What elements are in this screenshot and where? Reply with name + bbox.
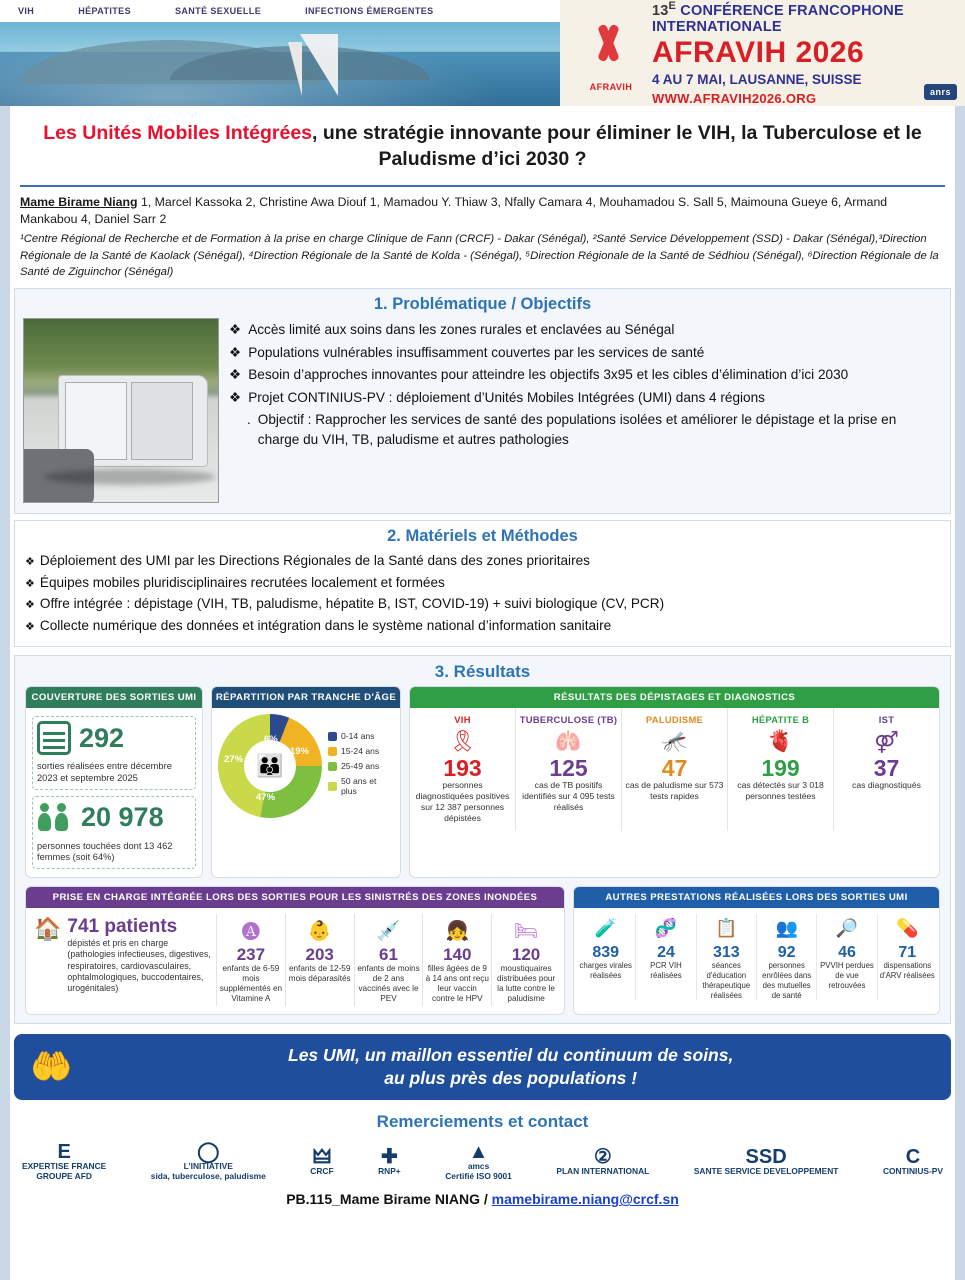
logo-name: CRCF xyxy=(310,1165,334,1176)
logo-item xyxy=(22,1142,106,1181)
mosquito-icon: 🦟 xyxy=(661,730,688,754)
authors-line xyxy=(0,194,965,230)
legend-item xyxy=(328,731,394,741)
liver-icon: 🫀 xyxy=(767,730,794,754)
banner-text xyxy=(86,1044,935,1090)
prise-cell xyxy=(216,914,285,1007)
right-margin-bar xyxy=(955,106,965,1280)
couverture-stat-1 xyxy=(32,716,196,789)
footer-contact xyxy=(0,1191,965,1207)
house-flood-icon: 🏠 xyxy=(34,915,62,941)
first-author: Mame Birame Niang xyxy=(20,194,138,209)
logo-name: L’INITIATIVE xyxy=(183,1160,233,1171)
section-problematique xyxy=(14,288,951,514)
logo-name: PLAN INTERNATIONAL xyxy=(556,1165,650,1176)
card-prise-en-charge xyxy=(25,886,565,1016)
result-title: HÉPATITE B xyxy=(751,714,810,726)
result-column xyxy=(728,708,834,831)
logo-item xyxy=(883,1147,943,1177)
legend-label: 25-49 ans xyxy=(341,761,380,772)
prise-cell-text: enfants de 6-59 mois supplémentés en Vitamine A xyxy=(219,964,283,1004)
mobile-unit-photo xyxy=(23,318,219,503)
couverture-stat2-text: personnes touchées dont 13 462 femmes (soit 64%) xyxy=(37,840,173,863)
dna-icon: 🧬 xyxy=(654,918,678,939)
logo-sub: Certifié ISO 9001 xyxy=(445,1170,512,1181)
ssd-icon: SSD xyxy=(745,1145,787,1168)
bullet-marker: ❖ xyxy=(229,367,242,383)
bullet-item xyxy=(229,365,940,385)
age-donut-chart xyxy=(218,714,322,818)
header-conference-block xyxy=(560,0,965,106)
list-item: ❖ Équipes mobiles pluridisciplinaires recrutées localement et formées xyxy=(25,572,938,593)
autres-cell-number: 46 xyxy=(838,943,856,961)
logo-item xyxy=(151,1142,266,1181)
results-row-1 xyxy=(15,686,950,877)
topic-3: INFECTIONS ÉMERGENTES xyxy=(305,6,434,16)
logo-name: SANTE SERVICE DEVELOPPEMENT xyxy=(693,1165,839,1176)
logo-name: RNP+ xyxy=(378,1165,401,1176)
prise-cell xyxy=(354,914,423,1007)
prise-cell-text: enfants de 12-59 mois déparasités xyxy=(288,964,351,984)
page-title xyxy=(26,120,939,173)
autres-cell-number: 71 xyxy=(898,943,917,961)
list-item: ❖ Déploiement des UMI par les Directions Régionales de la Santé dans des zones prioritaires xyxy=(25,550,938,571)
logo-name: CONTINIUS-PV xyxy=(882,1165,943,1176)
section1-bullets xyxy=(229,318,940,503)
logo-item xyxy=(556,1147,649,1177)
bullet-marker: ❖ xyxy=(229,344,242,360)
card-depistages xyxy=(409,686,940,877)
prise-main-stat xyxy=(30,914,216,1007)
result-subtext: cas de paludisme sur 573 tests rapides xyxy=(625,780,724,802)
contact-email-link[interactable]: mamebirame.niang@crcf.sn xyxy=(491,1191,679,1208)
card-depistages-header: RÉSULTATS DES DÉPISTAGES ET DIAGNOSTICS xyxy=(410,687,939,708)
van-door-right xyxy=(131,382,193,460)
affiliations: ¹Centre Régional de Recherche et de Formation à la prise en charge Clinique de Fann (CRCF) - Dakar (Sénégal), ²Santé Service Développement (SSD) - Dakar (Sénégal),³Direction Régionale de la Santé de Kaolack (Sénégal), ⁴Direction Régionale de la Santé de Kolda - (Sénégal), ⁵Direction Régionale de la Santé de Sédhiou (Sénégal), ⁶Direction Régionale de la Santé de Ziguinchor (Sénégal) xyxy=(20,233,939,279)
header-topics xyxy=(0,0,560,22)
donut-label: 19% xyxy=(290,746,310,758)
thanks-title: Remerciements et contact xyxy=(376,1111,589,1131)
autres-cell-text: charges virales réalisées xyxy=(579,961,632,981)
result-title: TUBERCULOSE (TB) xyxy=(519,714,618,726)
section2-title: 2. Matériels et Méthodes xyxy=(387,527,578,546)
conclusion-banner xyxy=(14,1034,951,1100)
bullet-marker: ❖ xyxy=(229,322,242,338)
autres-cell-text: personnes enrôlées dans des mutuelles de santé xyxy=(762,961,812,1000)
result-number: 125 xyxy=(549,755,588,782)
couverture-stat1-text: sorties réalisées entre décembre 2023 et septembre 2025 xyxy=(37,761,172,783)
autres-cell-number: 92 xyxy=(777,943,796,961)
topic-0: VIH xyxy=(18,6,35,16)
conference-url: WWW.AFRAVIH2026.ORG xyxy=(652,90,817,106)
logo-item xyxy=(694,1147,839,1177)
partner-logos xyxy=(0,1132,965,1181)
result-number: 47 xyxy=(661,755,688,782)
autres-cell xyxy=(576,914,636,1001)
conference-edition: 13 xyxy=(652,3,669,20)
girl-icon: 👧 xyxy=(445,920,470,942)
red-ribbon-icon xyxy=(592,24,630,64)
initiative-icon: ◯ xyxy=(197,1140,220,1163)
result-title: IST xyxy=(878,714,895,726)
bullet-text: Objectif : Rapprocher les services de santé des populations isolées et améliorer le dépistage et la prise en charge du VIH, TB, paludisme et autres pathologies xyxy=(257,411,897,448)
expertise-france-icon: E xyxy=(57,1140,71,1163)
prise-cell-number: 237 xyxy=(236,944,266,964)
result-column xyxy=(516,708,622,831)
prise-cell xyxy=(285,914,354,1007)
topic-1: HÉPATITES xyxy=(78,6,131,16)
bullet-marker: . xyxy=(247,411,251,427)
couverture-stat-2 xyxy=(32,796,196,869)
result-title: PALUDISME xyxy=(645,714,704,726)
legend-label: 15-24 ans xyxy=(341,746,380,757)
prise-cell-number: 120 xyxy=(511,944,541,964)
legend-item xyxy=(328,746,394,756)
mosquito-net-icon: 🛏 xyxy=(514,920,539,942)
card-prise-header: PRISE EN CHARGE INTÉGRÉE LORS DES SORTIES POUR LES SINISTRÉS DES ZONES INONDÉES xyxy=(26,887,564,908)
amcs-icon: ▲ xyxy=(468,1140,489,1163)
conference-edition-sup: E xyxy=(668,0,677,13)
legend-label: 0-14 ans xyxy=(341,731,375,742)
logo-item xyxy=(310,1147,333,1177)
result-column xyxy=(410,708,516,831)
conference-dates: 4 AU 7 MAI, LAUSANNE, SUISSE xyxy=(652,71,862,87)
card-age-header: RÉPARTITION PAR TRANCHE D'ÂGE xyxy=(212,687,400,708)
card-age-distribution xyxy=(211,686,401,877)
left-margin-bar xyxy=(0,106,10,1280)
logo-name: amcs xyxy=(467,1160,490,1171)
autres-cell-text: PVVIH perdues de vue retrouvées xyxy=(820,961,874,990)
logo-sub: sida, tuberculose, paludisme xyxy=(150,1170,266,1181)
section-materiels-methodes xyxy=(14,520,951,647)
logo-sub: GROUPE AFD xyxy=(36,1170,92,1181)
title-block xyxy=(0,106,965,177)
prise-cell-number: 61 xyxy=(379,944,398,964)
bullet-marker: ❖ xyxy=(229,389,242,405)
autres-cell-text: dispensations d'ARV réalisées xyxy=(879,961,935,981)
conference-name: AFRAVIH 2026 xyxy=(652,36,865,70)
legend-item xyxy=(328,776,394,796)
prise-cell-text: filles âgées de 9 à 14 ans ont reçu leur vaccin contre le HPV xyxy=(425,964,489,1004)
autres-cell xyxy=(878,914,937,1001)
autres-cell-number: 839 xyxy=(592,943,620,961)
prise-cell-text: moustiquaires distribuées pour la lutte contre le paludisme xyxy=(496,964,556,1004)
section3-title: 3. Résultats xyxy=(434,662,531,682)
afravih-logo-text: AFRAVIH xyxy=(589,82,633,92)
autres-cell xyxy=(757,914,817,1001)
bullet-text: Accès limité aux soins dans les zones rurales et enclavées au Sénégal xyxy=(248,322,675,338)
hiv-ribbon-icon: 🎗 xyxy=(449,730,476,754)
title-rest: , une stratégie innovante pour éliminer le VIH, la Tuberculose et le Paludisme d’ici 2030 ? xyxy=(312,122,922,171)
autres-cell xyxy=(817,914,877,1001)
donut-label: 47% xyxy=(256,792,276,804)
vitamin-a-icon: 🅐 xyxy=(241,922,261,944)
card-couverture xyxy=(25,686,203,877)
other-authors: 1, Marcel Kassoka 2, Christine Awa Diouf 1, Mamadou Y. Thiaw 3, Nfally Camara 4, Mouhamadou S. Sall 5, Maimouna Gueye 6, Armand Mankabou 4, Daniel Sarr 2 xyxy=(20,194,888,227)
bullet-text: Projet CONTINIUS-PV : déploiement d’Unités Mobiles Intégrées (UMI) dans 4 régions xyxy=(248,389,765,405)
legend-label: 50 ans et plus xyxy=(341,776,377,797)
lungs-icon: 🫁 xyxy=(555,730,582,754)
logo-item xyxy=(378,1147,401,1177)
logo-item xyxy=(445,1142,512,1181)
prise-cell-number: 140 xyxy=(443,944,472,964)
conference-line1-rest: CONFÉRENCE FRANCOPHONE INTERNATIONALE xyxy=(652,3,904,36)
result-subtext: cas détectés sur 3 018 personnes testées xyxy=(737,780,824,802)
prise-cell-number: 203 xyxy=(305,944,334,964)
people-icon xyxy=(37,801,73,835)
crcf-icon: 🜲 xyxy=(312,1145,332,1168)
syringe-icon: 💉 xyxy=(376,920,401,942)
card-autres-header: AUTRES PRESTATIONS RÉALISÉES LORS DES SORTIES UMI xyxy=(574,887,939,908)
result-subtext: cas de TB positifs identifiés sur 4 095 tests réalisés xyxy=(522,780,615,812)
prise-cell xyxy=(422,914,491,1007)
bullet-item-objectif xyxy=(229,410,940,451)
result-subtext: cas diagnostiqués xyxy=(852,780,921,791)
banner-line-1: Les UMI, un maillon essentiel du continuum de soins, xyxy=(288,1045,734,1066)
section2-list xyxy=(15,550,950,646)
results-row-2 xyxy=(15,878,950,1016)
donut-label: 6% xyxy=(264,734,278,746)
bullet-text: Besoin d’approches innovantes pour atteindre les objectifs 3x95 et les cibles d’élimination d’ici 2030 xyxy=(248,367,849,383)
autres-cell-number: 24 xyxy=(657,943,675,961)
list-item: ❖ Offre intégrée : dépistage (VIH, TB, paludisme, hépatite B, IST, COVID-19) + suivi biologique (CV, PCR) xyxy=(25,593,938,614)
bullet-text: Populations vulnérables insuffisamment couvertes par les services de santé xyxy=(248,344,705,360)
search-person-icon: 🔎 xyxy=(835,918,859,939)
section1-title: 1. Problématique / Objectifs xyxy=(373,295,592,314)
bullet-item xyxy=(229,320,940,340)
result-column xyxy=(834,708,939,831)
child-icon: 👶 xyxy=(307,920,332,942)
rnp-icon: ✚ xyxy=(381,1145,398,1168)
couverture-stat1-number: 292 xyxy=(79,722,125,753)
prise-main-text: dépistés et pris en charge (pathologies infectieuses, digestives, respiratoires, cardiovasculaires, ophtalmologiques, buccodentaires, urogénitales) xyxy=(67,937,211,994)
test-tube-icon: 🧪 xyxy=(594,918,617,939)
legend-item xyxy=(328,761,394,771)
prise-cell-text: enfants de moins de 2 ans vaccinés avec le PEV xyxy=(357,964,420,1004)
clipboard-icon: 📋 xyxy=(715,918,738,939)
couverture-stat2-number: 20 978 xyxy=(81,802,164,832)
age-legend xyxy=(328,731,394,801)
title-highlight: Les Unités Mobiles Intégrées xyxy=(43,122,313,144)
pill-bottle-icon: 💊 xyxy=(896,918,919,939)
autres-cell-number: 313 xyxy=(712,943,740,961)
result-number: 37 xyxy=(873,755,900,782)
topic-2: SANTÉ SEXUELLE xyxy=(174,6,262,16)
result-column xyxy=(622,708,728,831)
result-number: 199 xyxy=(761,755,800,782)
calendar-icon xyxy=(37,721,71,755)
anrs-logo: anrs xyxy=(924,84,957,100)
autres-cell-text: PCR VIH réalisées xyxy=(650,961,682,981)
header-photo xyxy=(0,22,560,106)
prise-main-number: 741 patients xyxy=(67,915,178,937)
photo-sail xyxy=(300,34,338,96)
heart-in-hands-icon: 🤲 xyxy=(30,1048,73,1087)
poster-header xyxy=(0,0,965,106)
donut-hole xyxy=(244,740,296,792)
result-subtext: personnes diagnostiquées positives sur 12 387 personnes dépistées xyxy=(415,780,510,823)
bullet-item xyxy=(229,388,940,408)
result-number: 193 xyxy=(443,755,482,782)
donut-label: 27% xyxy=(224,754,244,766)
plan-international-icon: ② xyxy=(593,1145,612,1168)
autres-cell xyxy=(636,914,696,1001)
conference-line1 xyxy=(652,0,955,35)
continius-pv-icon: C xyxy=(905,1145,921,1168)
group-icon: 👥 xyxy=(775,918,798,939)
family-icon: 👪 xyxy=(256,753,284,779)
autres-cell xyxy=(697,914,757,1001)
banner-line-2: au plus près des populations ! xyxy=(384,1068,638,1089)
title-divider xyxy=(20,185,945,187)
footer-reference: PB.115_Mame Birame NIANG / xyxy=(286,1191,492,1208)
logo-name: EXPERTISE FRANCE xyxy=(22,1160,107,1171)
section-resultats xyxy=(14,655,951,1024)
card-autres-prestations xyxy=(573,886,940,1016)
card-couverture-header: COUVERTURE DES SORTIES UMI xyxy=(26,687,202,708)
gender-symbols-icon: ⚤ xyxy=(874,730,899,754)
autres-cell-text: séances d'éducation thérapeutique réalisées xyxy=(702,961,751,1000)
afravih-logo xyxy=(574,22,648,94)
bullet-item xyxy=(229,343,940,363)
list-item: ❖ Collecte numérique des données et intégration dans le système national d’information sanitaire xyxy=(25,615,938,636)
prise-cell xyxy=(491,914,560,1007)
result-title: VIH xyxy=(454,714,471,726)
